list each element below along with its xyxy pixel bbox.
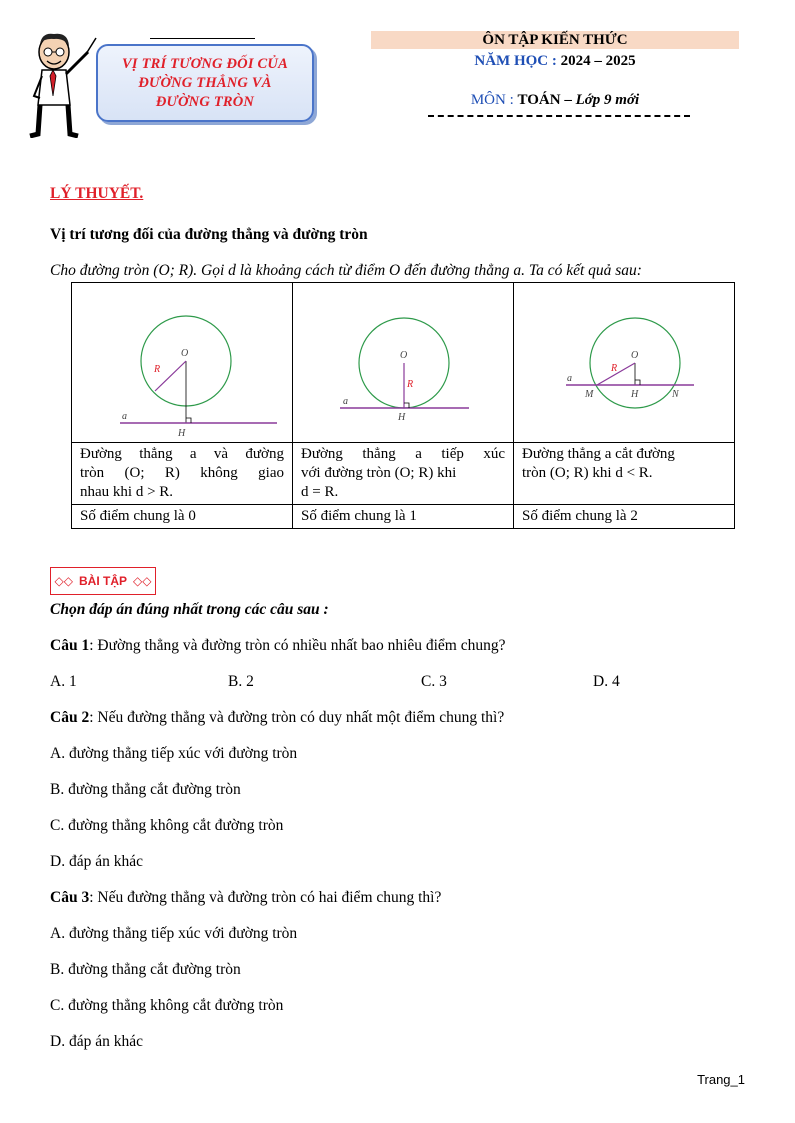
figure-cell-no-intersection [72, 283, 293, 443]
position-table [71, 282, 735, 529]
case-text-line: với đường tròn (O; R) khi [301, 465, 457, 481]
grade-label: Lớp 9 mới [575, 92, 640, 108]
question-3 [50, 889, 441, 907]
subject-value: TOÁN [517, 92, 561, 108]
label-O: O [631, 350, 639, 361]
label-N: N [672, 389, 679, 400]
topic-title-box [96, 44, 314, 122]
subject-line [371, 91, 739, 109]
topic-title-line: VỊ TRÍ TƯƠNG ĐỐI CỦA [122, 55, 288, 72]
case-description-no-intersection [72, 443, 293, 505]
case-description-tangent [293, 443, 514, 505]
case-text-line: nhau khi d > R. [80, 484, 174, 500]
school-year-value: 2024 – 2025 [560, 53, 636, 69]
answer-option: A. đường thẳng tiếp xúc với đường tròn [50, 925, 298, 942]
exercise-tag [50, 567, 156, 595]
case-text-line: Đường thẳng a cắt đường [522, 446, 675, 462]
common-points-tangent: Số điểm chung là 1 [293, 505, 514, 529]
question-text: : Nếu đường thẳng và đường tròn có hai điểm chung thì? [89, 889, 442, 906]
school-year-label: NĂM HỌC : [474, 53, 557, 69]
answer-option: D. đáp án khác [50, 853, 143, 870]
question-1 [50, 637, 506, 655]
page-number: Trang_1 [697, 1072, 745, 1087]
common-points-secant: Số điểm chung là 2 [514, 505, 735, 529]
subject-dash: – [564, 92, 572, 108]
teacher-mascot-icon [28, 30, 98, 138]
exercise-instruction: Chọn đáp án đúng nhất trong các câu sau : [50, 601, 329, 618]
theory-heading: LÝ THUYẾT. [50, 185, 144, 202]
question-label: Câu 2 [50, 709, 90, 726]
answer-option: B. đường thẳng cắt đường tròn [50, 781, 241, 798]
answer-option: C. đường thẳng không cắt đường tròn [50, 817, 284, 834]
case-text-line: d = R. [301, 484, 339, 500]
figure-cell-secant [514, 283, 735, 443]
label-H: H [631, 389, 639, 400]
diamond-icon: ◇◇ [54, 574, 73, 588]
figure-tangent [293, 283, 513, 442]
answer-option: C. 3 [421, 673, 447, 690]
label-a: a [567, 373, 572, 384]
case-text-line: tròn (O; R) không giao [80, 465, 284, 481]
case-text-line: Đường thẳng a tiếp xúc [301, 446, 505, 462]
case-text-line: Đường thẳng a và đường [80, 446, 284, 462]
theory-intro: Cho đường tròn (O; R). Gọi d là khoảng cách từ điểm O đến đường thẳng a. Ta có kết quả sau: [50, 262, 642, 279]
answer-option: B. đường thẳng cắt đường tròn [50, 961, 241, 978]
header-dashed-divider [428, 115, 690, 117]
answer-option: A. 1 [50, 673, 77, 690]
label-M: M [585, 389, 594, 400]
answer-option: D. đáp án khác [50, 1033, 143, 1050]
figure-no-intersection [72, 283, 292, 442]
figure-cell-tangent [293, 283, 514, 443]
label-H: H [398, 412, 406, 423]
figure-secant [514, 283, 734, 442]
label-R: R [407, 379, 414, 390]
answer-option: C. đường thẳng không cắt đường tròn [50, 997, 284, 1014]
label-O: O [181, 348, 189, 359]
review-banner: ÔN TẬP KIẾN THỨC [371, 31, 739, 49]
question-text: : Đường thẳng và đường tròn có nhiều nhất bao nhiêu điểm chung? [89, 637, 506, 654]
label-H: H [178, 428, 186, 439]
diamond-icon: ◇◇ [133, 574, 152, 588]
answer-option: A. đường thẳng tiếp xúc với đường tròn [50, 745, 298, 762]
answer-option: B. 2 [228, 673, 254, 690]
header-rule [150, 38, 255, 39]
school-year [371, 52, 739, 70]
subject-label: MÔN : [470, 92, 514, 108]
case-text-line: tròn (O; R) khi d < R. [522, 465, 653, 481]
label-a: a [122, 411, 127, 422]
answer-option: D. 4 [593, 673, 620, 690]
topic-title-line: ĐƯỜNG TRÒN [155, 93, 255, 110]
label-R: R [154, 364, 161, 375]
common-points-no-intersection: Số điểm chung là 0 [72, 505, 293, 529]
question-text: : Nếu đường thẳng và đường tròn có duy nhất một điểm chung thì? [89, 709, 505, 726]
label-a: a [343, 396, 348, 407]
theory-subheading: Vị trí tương đối của đường thẳng và đường tròn [50, 226, 368, 243]
label-R: R [611, 363, 618, 374]
question-label: Câu 3 [50, 889, 90, 906]
topic-title-line: ĐƯỜNG THẲNG VÀ [138, 74, 272, 91]
exercise-tag-label: BÀI TẬP [79, 574, 127, 588]
question-label: Câu 1 [50, 637, 90, 654]
case-description-secant [514, 443, 735, 505]
label-O: O [400, 350, 408, 361]
question-2 [50, 709, 504, 727]
